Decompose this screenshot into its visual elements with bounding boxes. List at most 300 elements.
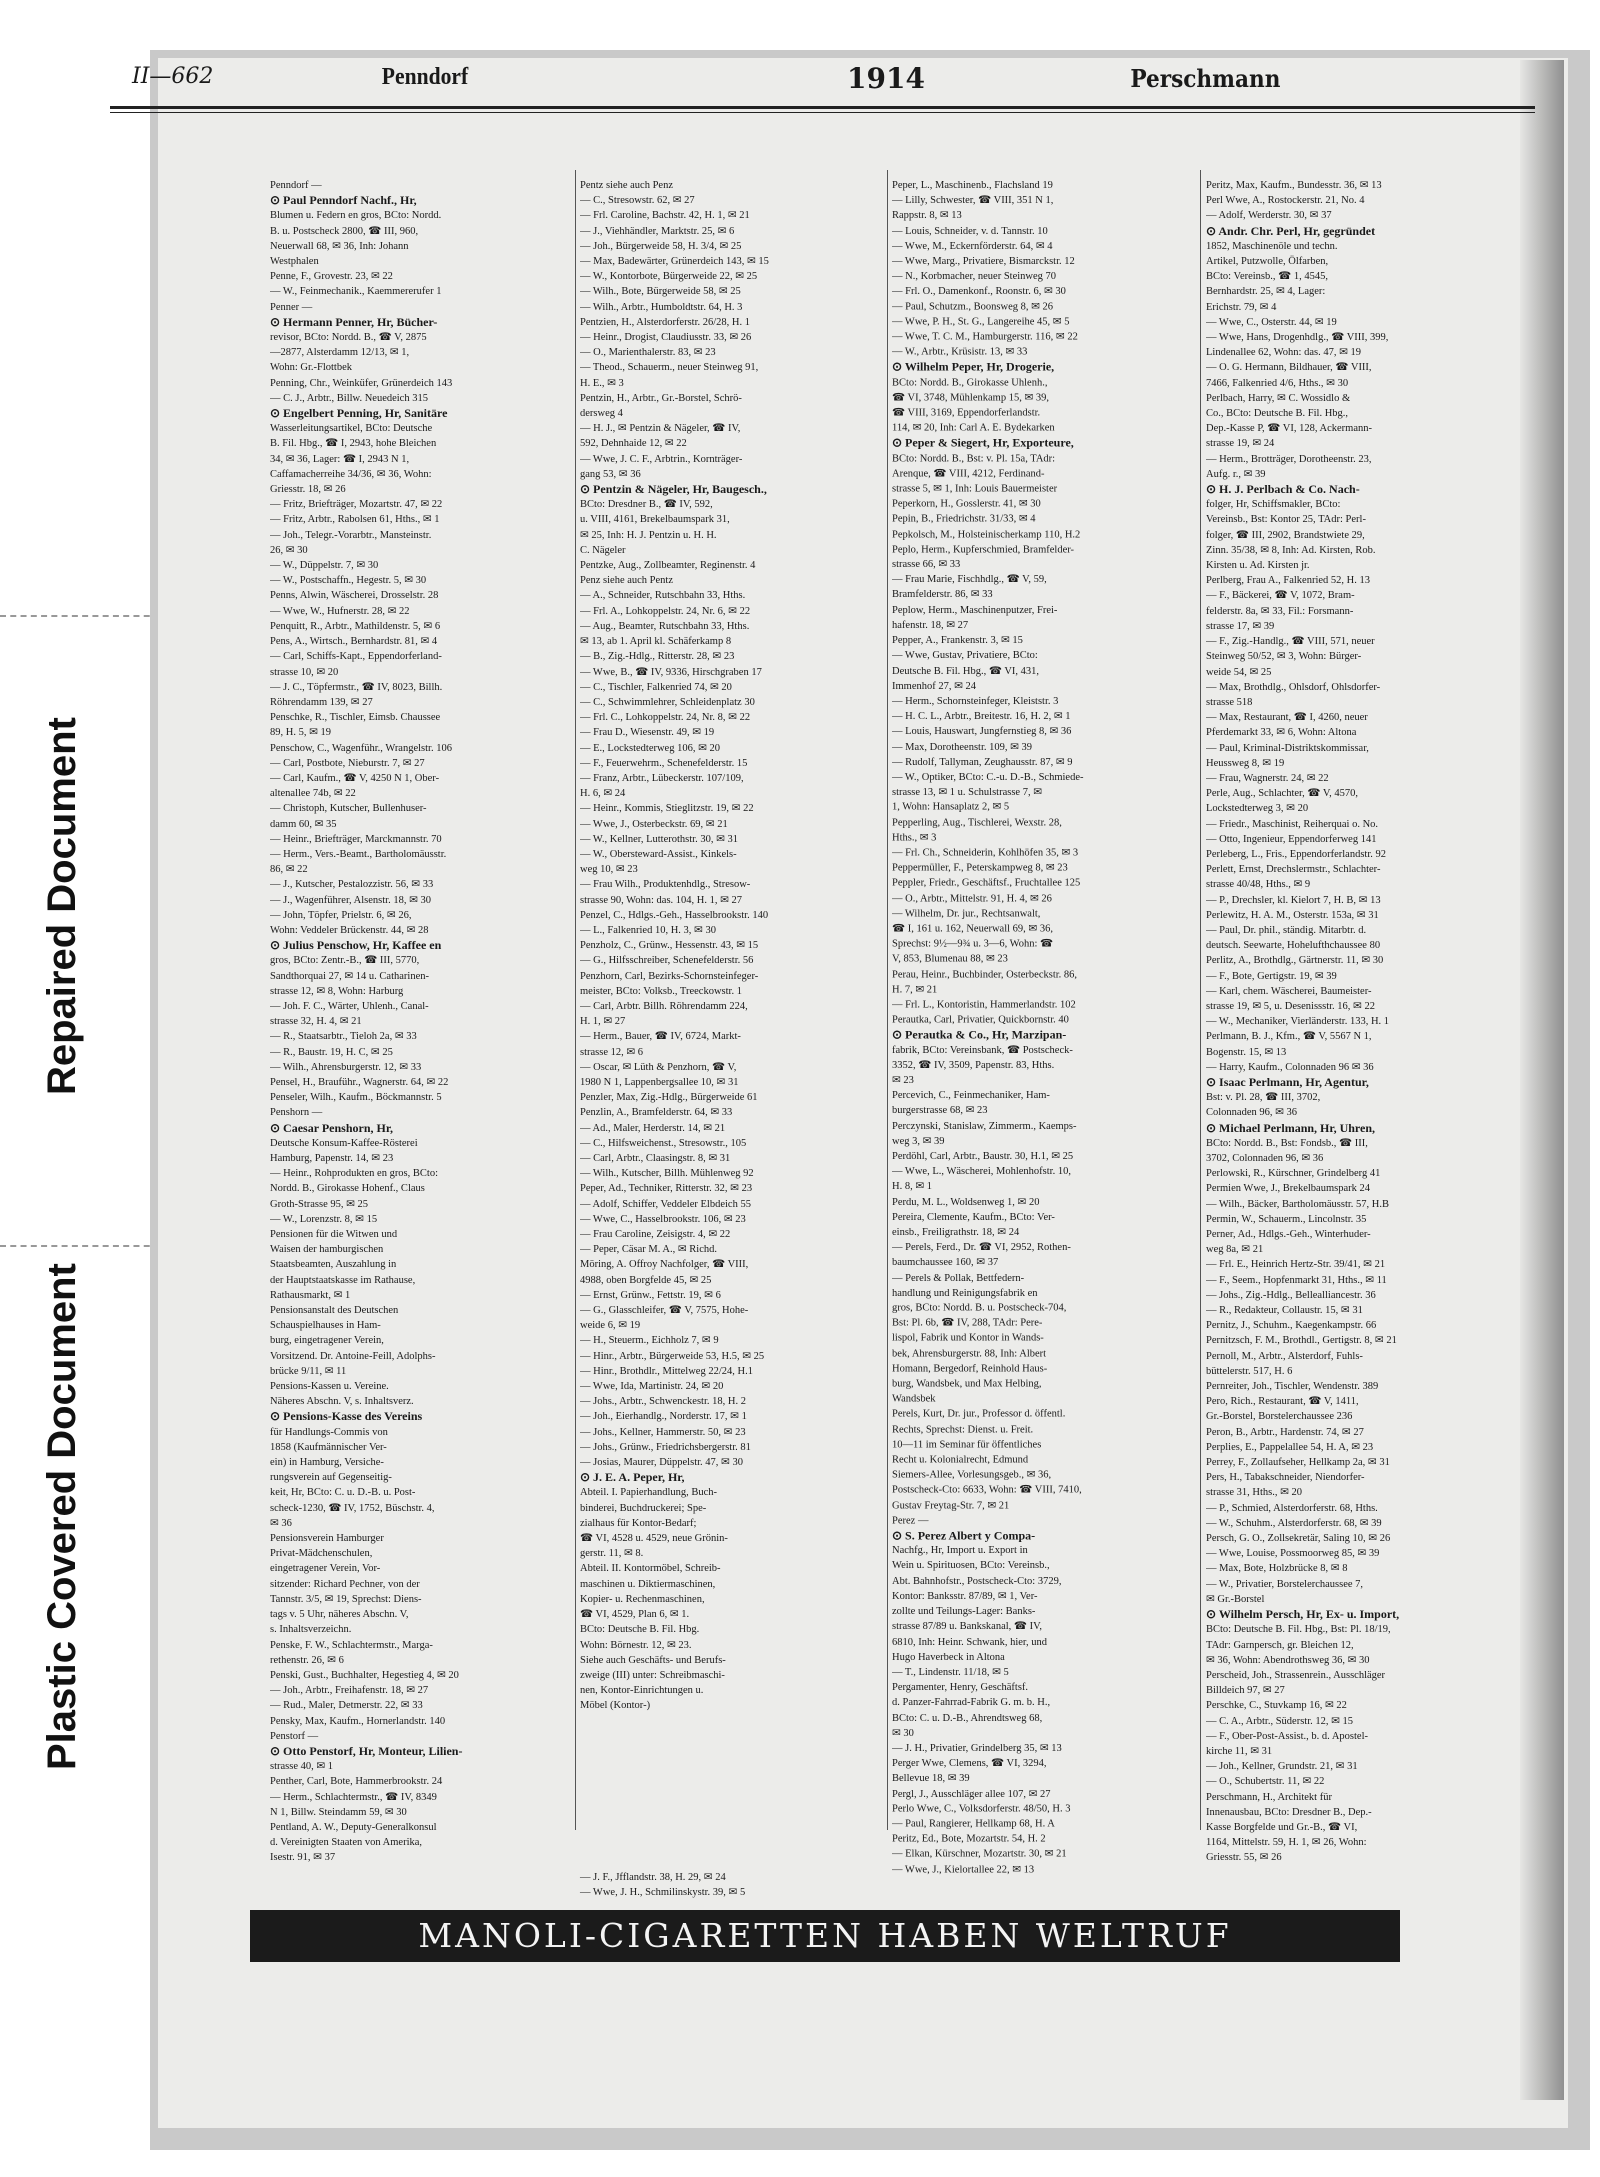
directory-entry: — Max, Brothdlg., Ohlsdorf, Ohlsdorfer-	[1206, 681, 1381, 693]
directory-entry: ⊙ Caesar Penshorn, Hr,	[270, 1120, 394, 1135]
directory-entry: — F., Bäckerei, ☎ V, 1072, Bram-	[1206, 590, 1355, 602]
directory-entry: bek, Ahrensburgerstr. 88, Inh: Albert	[892, 1348, 1047, 1360]
header-year: 1914	[847, 62, 925, 95]
directory-entry: Groth-Strasse 95, ✉ 25	[270, 1198, 369, 1210]
directory-entry: — Wwe, Ida, Martinistr. 24, ✉ 20	[580, 1381, 724, 1393]
directory-entry: Penndorf —	[270, 180, 322, 191]
directory-entry: Steinweg 50/52, ✉ 3, Wohn: Bürger-	[1206, 651, 1362, 663]
directory-entry: ⊙ Michael Perlmann, Hr, Uhren,	[1206, 1120, 1376, 1135]
directory-entry: — Wilh., Ahrensburgerstr. 12, ✉ 33	[270, 1061, 422, 1073]
directory-entry: — Hinr., Arbtr., Bürgerweide 53, H.5, ✉ 25	[580, 1350, 765, 1362]
directory-entry: Pergl, J., Ausschläger allee 107, ✉ 27	[892, 1788, 1051, 1800]
directory-entry: — Frl. L., Kontoristin, Hammerlandstr. 102	[892, 999, 1076, 1011]
directory-entry: burg, eingetragener Verein,	[270, 1335, 384, 1347]
directory-entry: Peritz, Ed., Bote, Mozartstr. 54, H. 2	[892, 1833, 1046, 1845]
directory-entry: — Wwe, Marg., Privatiere, Bismarckstr. 12	[892, 255, 1075, 267]
directory-entry: — J., Kutscher, Pestalozzistr. 56, ✉ 33	[270, 879, 434, 891]
directory-entry: — W., Arbtr., Krüsistr. 13, ✉ 33	[892, 346, 1028, 358]
directory-entry: — Lilly, Schwester, ☎ VIII, 351 N 1,	[892, 195, 1054, 207]
directory-entry: zollte und Teilungs-Lager: Banks-	[892, 1606, 1036, 1618]
directory-entry: — Herm., Schornsteinfeger, Kleiststr. 3	[892, 695, 1059, 707]
directory-entry: — J. C., Töpfermstr., ☎ IV, 8023, Billh.	[270, 681, 443, 693]
directory-entry: Penschke, R., Tischler, Eimsb. Chaussee	[270, 712, 441, 724]
directory-entry: — Wilh., Kutscher, Billh. Mühlenweg 92	[580, 1168, 754, 1180]
directory-entry: — F., Ober-Post-Assist., b. d. Apostel-	[1206, 1730, 1368, 1742]
directory-entry: — W., Kontorbote, Bürgerweide 22, ✉ 25	[580, 271, 758, 283]
directory-entry: weg 10, ✉ 23	[580, 864, 638, 876]
directory-entry: — C. J., Arbtr., Billw. Neuedeich 315	[270, 392, 428, 404]
directory-entry: — Peper, Cäsar M. A., ✉ Richd.	[580, 1244, 717, 1256]
directory-entry: — Wwe, T. C. M., Hamburgerstr. 116, ✉ 22	[892, 331, 1078, 343]
directory-column-1	[270, 178, 570, 1866]
directory-entry: — Oscar, ✉ Lüth & Penzhorn, ☎ V,	[580, 1061, 737, 1073]
directory-entry: Wohn: Veddeler Brückenstr. 44, ✉ 28	[270, 924, 429, 936]
directory-entry: Näheres Abschn. V, s. Inhaltsverz.	[270, 1396, 414, 1408]
directory-entry: — Heinr., Briefträger, Marckmannstr. 70	[270, 833, 442, 845]
directory-entry: Penshorn —	[270, 1107, 323, 1119]
column-divider	[887, 170, 888, 1830]
directory-entry: — P., Drechsler, kl. Kielort 7, H. B, ✉ 13	[1206, 894, 1381, 906]
directory-entry: zweige (III) unter: Schreibmaschi-	[580, 1669, 725, 1681]
directory-entry: dersweg 4	[580, 408, 623, 420]
directory-entry: — Fritz, Arbtr., Rabolsen 61, Hths., ✉ 1	[270, 514, 440, 526]
directory-entry: meister, BCto: Volksb., Treeckowstr. 1	[580, 985, 742, 997]
directory-entry: Pepperling, Aug., Tischlerei, Wexstr. 28,	[892, 817, 1062, 829]
directory-entry: — R., Redakteur, Collaustr. 15, ✉ 31	[1206, 1305, 1363, 1317]
directory-entry: — J. F., Jfflandstr. 38, H. 29, ✉ 24	[580, 1872, 726, 1883]
directory-entry: Pensions-Kassen u. Vereine.	[270, 1381, 389, 1393]
directory-entry: — Louis, Hauswart, Jungfernstieg 8, ✉ 36	[892, 726, 1072, 738]
directory-entry: strasse 19, ✉ 5, u. Desenissstr. 16, ✉ 22	[1206, 1000, 1375, 1012]
directory-entry: Wandsbek	[892, 1393, 936, 1405]
directory-entry: Postscheck-Cto: 6633, Wohn: ☎ VIII, 7410,	[892, 1484, 1082, 1496]
directory-entry: ✉ Gr.-Borstel	[1206, 1593, 1265, 1605]
directory-entry: Rathausmarkt, ✉ 1	[270, 1289, 351, 1301]
directory-entry: Perrey, F., Zollaufseher, Hellkamp 2a, ✉ 31	[1206, 1457, 1390, 1469]
directory-entry: — Johs., Zig.-Hdlg., Bellealliancestr. 36	[1206, 1289, 1376, 1301]
directory-entry: — Max, Dorotheenstr. 109, ✉ 39	[892, 741, 1033, 753]
directory-entry: ein) in Hamburg, Versiche-	[270, 1457, 384, 1469]
directory-entry: — Wwe, J., Kielortallee 22, ✉ 13	[892, 1864, 1035, 1876]
directory-entry: — Heinr., Kommis, Stieglitzstr. 19, ✉ 22	[580, 803, 754, 815]
directory-entry: Kontor: Banksstr. 87/89, ✉ 1, Ver-	[892, 1591, 1038, 1603]
directory-entry: ⊙ H. J. Perlbach & Co. Nach-	[1206, 482, 1360, 497]
directory-entry: — Wwe, P. H., St. G., Langereihe 45, ✉ 5	[892, 316, 1070, 328]
directory-entry: 7466, Falkenried 4/6, Hths., ✉ 30	[1206, 377, 1349, 389]
directory-entry: — Wwe, L., Wäscherei, Mohlenhofstr. 10,	[892, 1166, 1071, 1178]
directory-entry: — O., Marienthalerstr. 83, ✉ 23	[580, 347, 716, 359]
directory-column-3	[892, 178, 1192, 1877]
directory-entry: handlung und Reinigungsfabrik en	[892, 1287, 1038, 1299]
directory-entry: Nachfg., Hr, Import u. Export in	[892, 1545, 1028, 1557]
directory-entry: Pernitz, J., Schuhm., Kaegenkampstr. 66	[1206, 1320, 1377, 1332]
directory-entry: Homann, Bergedorf, Reinhold Haus-	[892, 1363, 1048, 1375]
directory-entry: strasse 12, ✉ 6	[580, 1046, 644, 1058]
directory-entry: Kirsten u. Ad. Kirsten jr.	[1206, 560, 1310, 572]
directory-entry: der Hauptstaatskasse im Rathause,	[270, 1274, 416, 1286]
directory-entry: — Joh. F. C., Wärter, Uhlenh., Canal-	[270, 1000, 429, 1012]
directory-entry: — John, Töpfer, Prielstr. 6, ✉ 26,	[270, 909, 412, 921]
directory-entry: Perlmann, B. J., Kfm., ☎ V, 5567 N 1,	[1206, 1031, 1372, 1043]
directory-entry: einsb., Freiligrathstr. 18, ✉ 24	[892, 1226, 1020, 1238]
directory-entry: für Handlungs-Commis von	[270, 1426, 388, 1438]
directory-entry: — Joh., Arbtr., Freihafenstr. 18, ✉ 27	[270, 1685, 429, 1697]
directory-entry: Pergamenter, Henry, Geschäftsf.	[892, 1682, 1029, 1694]
directory-entry: folger, ☎ III, 2902, Brandstwiete 29,	[1206, 529, 1365, 541]
directory-entry: — W., Postschaffn., Hegestr. 5, ✉ 30	[270, 575, 427, 587]
directory-entry: Bst: v. Pl. 28, ☎ III, 3702,	[1206, 1092, 1321, 1104]
directory-entry: altenallee 74b, ✉ 22	[270, 788, 356, 800]
directory-entry: Pepper, A., Frankenstr. 3, ✉ 15	[892, 635, 1023, 647]
directory-entry: H. 7, ✉ 21	[892, 984, 938, 996]
directory-entry: Pensionsverein Hamburger	[270, 1533, 384, 1545]
directory-entry: — Wilh., Arbtr., Humboldtstr. 64, H. 3	[580, 301, 743, 313]
directory-entry: — Carl, Arbtr. Billh. Röhrendamm 224,	[580, 1000, 748, 1012]
directory-entry: Sprechst: 9½—9¾ u. 3—6, Wohn: ☎	[892, 938, 1054, 950]
directory-entry: — O. G. Hermann, Bildhauer, ☎ VIII,	[1206, 362, 1372, 374]
directory-entry: — Frau, Wagnerstr. 24, ✉ 22	[1206, 772, 1329, 784]
directory-entry: — N., Korbmacher, neuer Steinweg 70	[892, 271, 1057, 283]
directory-entry: Perdöhl, Carl, Arbtr., Baustr. 30, H.1, ✉ 25	[892, 1151, 1074, 1163]
directory-entry: — Wwe, Hans, Drogenhdlg., ☎ VIII, 399,	[1206, 332, 1389, 344]
directory-entry: Perle, Aug., Schlachter, ☎ V, 4570,	[1206, 788, 1358, 800]
directory-entry: ✉ 25, Inh: H. J. Pentzin u. H. H.	[580, 529, 717, 541]
directory-entry: — C. A., Arbtr., Süderstr. 12, ✉ 15	[1206, 1715, 1354, 1727]
directory-entry: — F., Seem., Hopfenmarkt 31, Hths., ✉ 11	[1206, 1274, 1387, 1286]
directory-entry: scheck-1230, ☎ IV, 1752, Büschstr. 4,	[270, 1502, 435, 1514]
directory-entry: — C., Stresowstr. 62, ✉ 27	[580, 195, 695, 207]
directory-entry: Penzel, C., Hdlgs.-Geh., Hasselbrookstr. 140	[580, 909, 769, 921]
directory-entry: — F., Zig.-Handlg., ☎ VIII, 571, neuer	[1206, 636, 1375, 648]
directory-entry: Bernhardstr. 25, ✉ 4, Lager:	[1206, 286, 1326, 298]
directory-entry: ⊙ Wilhelm Peper, Hr, Drogerie,	[892, 360, 1055, 375]
directory-entry: Perl Wwe, A., Rostockerstr. 21, No. 4	[1206, 195, 1365, 207]
directory-entry: — Wwe, Gustav, Privatiere, BCto:	[892, 650, 1038, 662]
directory-entry: Persch, G. O., Zollsekretär, Saling 10, ✉ 26	[1206, 1533, 1391, 1545]
directory-entry: Röhrendamm 139, ✉ 27	[270, 696, 373, 708]
directory-entry: Hths., ✉ 3	[892, 832, 937, 844]
directory-entry: strasse 31, Hths., ✉ 20	[1206, 1487, 1303, 1499]
directory-entry: sitzender: Richard Pechner, von der	[270, 1578, 420, 1590]
directory-entry: strasse 90, Wohn: das. 104, H. 1, ✉ 27	[580, 894, 743, 906]
directory-entry: Penseler, Wilh., Kaufm., Böckmannstr. 5	[270, 1092, 442, 1104]
directory-entry: ⊙ Paul Penndorf Nachf., Hr,	[270, 193, 417, 208]
directory-entry: weg 8a, ✉ 21	[1206, 1244, 1264, 1256]
directory-entry: binderei, Buchdruckerei; Spe-	[580, 1502, 707, 1514]
directory-entry: ✉ 23	[892, 1075, 914, 1087]
directory-entry: tags v. 5 Uhr, näheres Abschn. V,	[270, 1609, 409, 1621]
directory-entry: Pentland, A. W., Deputy-Generalkonsul	[270, 1821, 437, 1833]
directory-entry: Pepkolsch, M., Holsteinischerkamp 110, H.2	[892, 528, 1081, 540]
directory-entry: ☎ VI, 3748, Mühlenkamp 15, ✉ 39,	[892, 392, 1050, 404]
directory-entry: — Harry, Kaufm., Colonnaden 96 ✉ 36	[1206, 1061, 1374, 1073]
directory-entry: — Joh., Telegr.-Vorarbtr., Mansteinstr.	[270, 529, 432, 541]
directory-entry: ⊙ Andr. Chr. Perl, Hr, gegründet	[1206, 223, 1376, 238]
directory-entry: 86, ✉ 22	[270, 864, 308, 876]
directory-entry: — Hinr., Brothdlr., Mittelweg 22/24, H.1	[580, 1365, 753, 1377]
directory-entry: — C., Schwimmlehrer, Schleidenplatz 30	[580, 696, 755, 708]
directory-entry: Kasse Borgfelde und Gr.-B., ☎ VI,	[1206, 1821, 1358, 1833]
directory-entry: — H., Steuerm., Eichholz 7, ✉ 9	[580, 1335, 719, 1347]
directory-entry: — Josias, Maurer, Düppelstr. 47, ✉ 30	[580, 1457, 743, 1469]
side-labels	[0, 0, 160, 2177]
directory-entry: — Herm., Vers.-Beamt., Bartholomäusstr.	[270, 848, 447, 860]
directory-entry: burgerstrasse 68, ✉ 23	[892, 1105, 988, 1117]
directory-entry: rungsverein auf Gegenseitig-	[270, 1472, 392, 1484]
directory-entry: hafenstr. 18, ✉ 27	[892, 620, 969, 631]
directory-entry: — O., Schubertstr. 11, ✉ 22	[1206, 1776, 1325, 1788]
directory-entry: Kopier- u. Rechenmaschinen,	[580, 1593, 705, 1605]
cut-line	[0, 1245, 160, 1247]
directory-entry: Perlowski, R., Kürschner, Grindelberg 41	[1206, 1168, 1381, 1180]
page-header	[122, 60, 1522, 104]
directory-entry: ⊙ Peper & Siegert, Hr, Exporteure,	[892, 435, 1074, 450]
directory-entry: ☎ VI, 4529, Plan 6, ✉ 1.	[580, 1609, 690, 1621]
directory-entry: BCto: Deutsche B. Fil. Hbg.	[580, 1624, 700, 1636]
directory-entry: — C., Tischler, Falkenried 74, ✉ 20	[580, 681, 732, 693]
directory-entry: damm 60, ✉ 35	[270, 818, 337, 830]
directory-entry: Perautka, Carl, Privatier, Quickbornstr. 40	[892, 1014, 1069, 1026]
directory-entry: — Johs., Kellner, Hammerstr. 50, ✉ 23	[580, 1426, 746, 1438]
directory-entry: — Paul, Dr. phil., ständig. Mitarbtr. d.	[1206, 924, 1367, 936]
directory-entry: strasse 17, ✉ 39	[1206, 620, 1275, 632]
directory-entry: — F., Bote, Gertigstr. 19, ✉ 39	[1206, 970, 1337, 982]
directory-entry: Recht u. Kolonialrecht, Edmund	[892, 1454, 1029, 1466]
directory-entry: felderstr. 8a, ✉ 33, Fil.: Forsmann-	[1206, 605, 1354, 617]
directory-entry: TAdr: Garnpersch, gr. Bleichen 12,	[1206, 1639, 1354, 1651]
directory-entry: Penske, F. W., Schlachtermstr., Marga-	[270, 1639, 433, 1651]
directory-entry: weide 54, ✉ 25	[1206, 666, 1272, 678]
directory-entry: — W., Mechaniker, Vierländerstr. 133, H. 1	[1206, 1016, 1390, 1028]
directory-entry: — Paul, Rangierer, Hellkamp 68, H. A	[892, 1818, 1055, 1830]
directory-entry: — Otto, Ingenieur, Eppendorferweg 141	[1206, 833, 1377, 845]
directory-entry: Neuerwall 68, ✉ 36, Inh: Johann	[270, 240, 409, 252]
directory-entry: Staatsbeamten, Auszahlung in	[270, 1259, 397, 1271]
directory-entry: Pens, A., Wirtsch., Bernhardstr. 81, ✉ 4	[270, 636, 438, 648]
directory-entry: Peppermüller, F., Peterskampweg 8, ✉ 23	[892, 862, 1068, 874]
directory-entry: brücke 9/11, ✉ 11	[270, 1365, 347, 1377]
directory-entry: — Frau Marie, Fischhdlg., ☎ V, 59,	[892, 574, 1047, 586]
directory-entry: strasse 12, ✉ 8, Wohn: Harburg	[270, 985, 404, 997]
directory-entry: Perner, Ad., Hdlgs.-Geh., Winterhuder-	[1206, 1229, 1371, 1241]
directory-entry: Pentzin, H., Arbtr., Gr.-Borstel, Schrö-	[580, 392, 742, 404]
directory-entry: ☎ I, 161 u. 162, Neuerwall 69, ✉ 36,	[892, 923, 1053, 935]
directory-entry: 3702, Colonnaden 96, ✉ 36	[1206, 1153, 1324, 1164]
directory-entry: Siemers-Allee, Vorlesungsgeb., ✉ 36,	[892, 1469, 1052, 1481]
directory-entry: Pentzke, Aug., Zollbeamter, Reginenstr. 4	[580, 560, 756, 572]
directory-entry: BCto: C. u. D.-B., Ahrendtsweg 68,	[892, 1712, 1043, 1724]
directory-entry: revisor, BCto: Nordd. B., ☎ V, 2875	[270, 332, 427, 344]
directory-entry: — Herm., Bauer, ☎ IV, 6724, Markt-	[580, 1031, 741, 1043]
directory-entry: Bst: Pl. 6b, ☎ IV, 288, TAdr: Pere-	[892, 1317, 1043, 1329]
directory-entry: Perlo Wwe, C., Volksdorferstr. 48/50, H. 3	[892, 1803, 1071, 1815]
directory-entry: Hamburg, Papenstr. 14, ✉ 23	[270, 1153, 394, 1164]
directory-entry: Erichstr. 79, ✉ 4	[1206, 301, 1277, 313]
directory-entry: — Perels, Ferd., Dr. ☎ VI, 2952, Rothen-	[892, 1242, 1071, 1254]
directory-entry: Bogenstr. 15, ✉ 13	[1206, 1046, 1287, 1058]
directory-entry: — Wwe, J., Osterbeckstr. 69, ✉ 21	[580, 818, 728, 830]
directory-entry: Hugo Haverbeck in Altona	[892, 1651, 1005, 1663]
directory-entry: 592, Dehnhaide 12, ✉ 22	[580, 438, 687, 450]
directory-entry: Immenhof 27, ✉ 24	[892, 680, 977, 692]
directory-entry: — Wwe, B., ☎ IV, 9336, Hirschgraben 17	[580, 666, 762, 678]
directory-entry: — Frl. O., Damenkonf., Roonstr. 6, ✉ 30	[892, 286, 1066, 298]
column-divider	[575, 170, 576, 1830]
directory-entry: Pepin, B., Friedrichstr. 31/33, ✉ 4	[892, 513, 1036, 525]
directory-entry: — W., Schuhm., Alsterdorferstr. 68, ✉ 39	[1206, 1517, 1382, 1529]
directory-entry: strasse 87/89 u. Bankskanal, ☎ IV,	[892, 1621, 1042, 1633]
directory-entry: — Aug., Beamter, Rutschbahn 33, Hths.	[580, 620, 750, 632]
directory-entry: Deutsche B. Fil. Hbg., ☎ VI, 431,	[892, 665, 1040, 677]
directory-entry: 89, H. 5, ✉ 19	[270, 727, 332, 739]
directory-entry: Arenque, ☎ VIII, 4212, Ferdinand-	[892, 468, 1045, 480]
directory-entry: — Joh., Kellner, Grundstr. 21, ✉ 31	[1206, 1761, 1358, 1773]
directory-entry: — Wwe, Louise, Possmoorweg 85, ✉ 39	[1206, 1548, 1380, 1560]
directory-entry: Isestr. 91, ✉ 37	[270, 1852, 336, 1864]
directory-entry: — Ad., Maler, Herderstr. 14, ✉ 21	[580, 1122, 726, 1134]
directory-entry: gros, BCto: Nordd. B. u. Postscheck-704,	[892, 1302, 1067, 1314]
directory-entry: Penne, F., Grovestr. 23, ✉ 22	[270, 271, 393, 283]
directory-entry: Perez —	[892, 1515, 929, 1527]
directory-entry: — F., Feuerwehrm., Schenefelderstr. 15	[580, 757, 748, 769]
directory-entry: Penstorf —	[270, 1730, 319, 1742]
directory-entry: Blumen u. Federn en gros, BCto: Nordd.	[270, 210, 442, 222]
directory-entry: Permien Wwe, J., Brekelbaumspark 24	[1206, 1183, 1370, 1195]
directory-entry: — B., Zig.-Hdlg., Ritterstr. 28, ✉ 23	[580, 651, 735, 663]
directory-entry: strasse 19, ✉ 24	[1206, 438, 1275, 450]
directory-entry: N 1, Billw. Steindamm 59, ✉ 30	[270, 1806, 407, 1818]
directory-entry: d. Panzer-Fahrrad-Fabrik G. m. b. H.,	[892, 1697, 1051, 1709]
directory-entry: Penzlin, A., Bramfelderstr. 64, ✉ 33	[580, 1107, 733, 1119]
directory-entry: ⊙ Otto Penstorf, Hr, Monteur, Lilien-	[270, 1743, 463, 1758]
directory-entry: — Joh., Bürgerweide 58, H. 3/4, ✉ 25	[580, 240, 742, 252]
directory-entry: — Heinr., Rohprodukten en gros, BCto:	[270, 1168, 438, 1180]
directory-entry: Peppler, Friedr., Geschäftsf., Fruchtallee 125	[892, 877, 1081, 889]
directory-entry: — Herm., Brotträger, Dorotheenstr. 23,	[1206, 453, 1372, 465]
directory-entry: Penschow, C., Wagenführ., Wrangelstr. 106	[270, 742, 452, 754]
directory-entry: — Louis, Schneider, v. d. Tannstr. 10	[892, 225, 1048, 237]
directory-entry: 114, ✉ 20, Inh: Carl A. E. Bydekarken	[892, 422, 1055, 434]
directory-entry: — Rudolf, Tallyman, Zeughausstr. 87, ✉ 9	[892, 756, 1073, 768]
directory-entry: Siehe auch Geschäfts- und Berufs-	[580, 1654, 726, 1666]
directory-entry: — W., Obersteward-Assist., Kinkels-	[580, 848, 737, 860]
directory-entry: Penquitt, R., Arbtr., Mathildenstr. 5, ✉ 6	[270, 620, 441, 632]
directory-entry: Bellevue 18, ✉ 39	[892, 1773, 970, 1785]
directory-entry: —2877, Alsterdamm 12/13, ✉ 1,	[270, 347, 410, 359]
directory-entry: Bramfelderstr. 86, ✉ 33	[892, 589, 993, 601]
directory-entry: — Wwe, C., Hasselbrookstr. 106, ✉ 23	[580, 1213, 746, 1225]
advertisement-banner: MANOLI-CIGARETTEN HABEN WELTRUF	[250, 1910, 1400, 1962]
directory-entry: ⊙ Julius Penschow, Hr, Kaffee en	[270, 938, 442, 953]
directory-entry: Möbel (Kontor-)	[580, 1700, 651, 1712]
directory-entry: — W., Feinmechanik., Kaemmererufer 1	[270, 286, 442, 298]
directory-entry: — Adolf, Schiffer, Veddeler Elbdeich 55	[580, 1198, 751, 1210]
directory-entry: eingetragener Verein, Vor-	[270, 1563, 381, 1575]
directory-entry: ⊙ Perautka & Co., Hr, Marzipan-	[892, 1027, 1067, 1042]
directory-entry: Pentzien, H., Alsterdorferstr. 26/28, H. 1	[580, 316, 751, 328]
directory-entry: Pernoll, M., Arbtr., Alsterdorf, Fuhls-	[1206, 1350, 1363, 1362]
directory-entry: Abteil. I. Papierhandlung, Buch-	[580, 1487, 718, 1499]
directory-entry: strasse 5, ✉ 1, Inh: Louis Bauermeister	[892, 483, 1058, 495]
directory-entry: ✉ 30	[892, 1727, 914, 1739]
directory-entry: — Wilh., Bäcker, Bartholomäusstr. 57, H.B	[1206, 1198, 1389, 1210]
directory-entry: baumchaussee 160, ✉ 37	[892, 1257, 999, 1269]
directory-entry: — Elkan, Kürschner, Mozartstr. 30, ✉ 21	[892, 1848, 1067, 1860]
page-number: II—662	[132, 64, 214, 89]
directory-entry: Peplow, Herm., Maschinenputzer, Frei-	[892, 604, 1058, 616]
cut-line	[0, 615, 160, 617]
directory-entry: zialhaus für Kontor-Bedarf;	[580, 1517, 697, 1529]
directory-entry: Penns, Alwin, Wäscherei, Drosselstr. 28	[270, 590, 439, 602]
directory-entry: Gr.-Borstel, Borstelerchaussee 236	[1206, 1411, 1353, 1423]
directory-entry: 1980 N 1, Lappenbergsallee 10, ✉ 31	[580, 1076, 739, 1088]
directory-entry: — W., Optiker, BCto: C.-u. D.-B., Schmiede-	[892, 771, 1084, 783]
directory-entry: — Frl. C., Lohkoppelstr. 24, Nr. 8, ✉ 22	[580, 712, 751, 724]
directory-entry: H. E., ✉ 3	[580, 377, 624, 389]
directory-entry: Gustav Freytag-Str. 7, ✉ 21	[892, 1500, 1010, 1512]
directory-entry: ✉ 13, ab 1. April kl. Schäferkamp 8	[580, 636, 732, 648]
directory-entry: — Herm., Schlachtermstr., ☎ IV, 8349	[270, 1791, 437, 1803]
directory-entry: Perau, Heinr., Buchbinder, Osterbeckstr. 86,	[892, 968, 1078, 980]
directory-entry: Pentz siehe auch Penz	[580, 180, 674, 191]
directory-entry: BCto: Dresdner B., ☎ IV, 592,	[580, 499, 713, 511]
directory-entry: ✉ 36	[270, 1517, 292, 1529]
directory-entry: ☎ VIII, 3169, Eppendorferlandstr.	[892, 407, 1041, 419]
directory-entry: Colonnaden 96, ✉ 36	[1206, 1107, 1298, 1119]
directory-entry: — Frau Wilh., Produktenhdlg., Stresow-	[580, 879, 751, 891]
directory-entry: Perdu, M. L., Woldsenweg 1, ✉ 20	[892, 1196, 1040, 1208]
directory-entry: 6810, Inh: Heinr. Schwank, hier, und	[892, 1636, 1048, 1648]
directory-entry: — C., Hilfsweichenst., Stresowstr., 105	[580, 1137, 747, 1149]
directory-entry: Perlewitz, H. A. M., Osterstr. 153a, ✉ 31	[1206, 909, 1379, 921]
directory-entry: Pereira, Clemente, Kaufm., BCto: Ver-	[892, 1211, 1055, 1223]
directory-entry: Perschke, C., Stuvkamp 16, ✉ 22	[1206, 1700, 1347, 1712]
directory-entry: fabrik, BCto: Vereinsbank, ☎ Postscheck-	[892, 1044, 1073, 1056]
directory-entry: — G., Glasschleifer, ☎ V, 7575, Hohe-	[580, 1305, 749, 1317]
directory-entry: ⊙ Pensions-Kasse des Vereins	[270, 1409, 423, 1424]
directory-entry: — W., Privatier, Borstelerchaussee 7,	[1206, 1578, 1364, 1590]
directory-entry: Artikel, Putzwolle, Ölfarben,	[1206, 256, 1329, 268]
directory-entry: — Max, Bote, Holzbrücke 8, ✉ 8	[1206, 1563, 1348, 1575]
directory-entry: Pero, Rich., Restaurant, ☎ V, 1411,	[1206, 1396, 1359, 1408]
directory-entry: — Joh., Eierhandlg., Norderstr. 17, ✉ 1	[580, 1411, 747, 1423]
directory-entry: Peritz, Max, Kaufm., Bundesstr. 36, ✉ 13	[1206, 180, 1382, 191]
directory-entry: Pernreiter, Joh., Tischler, Wendenstr. 389	[1206, 1381, 1379, 1393]
directory-entry: — Rud., Maler, Detmerstr. 22, ✉ 33	[270, 1700, 423, 1712]
directory-entry: Peron, B., Arbtr., Hardenstr. 74, ✉ 27	[1206, 1426, 1364, 1438]
directory-entry: nen, Kontor-Einrichtungen u.	[580, 1685, 704, 1697]
directory-entry: Peper, L., Maschinenb., Flachsland 19	[892, 179, 1053, 191]
directory-entry: — Paul, Schutzm., Boonsweg 8, ✉ 26	[892, 301, 1054, 313]
directory-entry: Rappstr. 8, ✉ 13	[892, 210, 962, 222]
directory-entry: Zinn. 35/38, ✉ 8, Inh: Ad. Kirsten, Rob.	[1206, 544, 1376, 556]
directory-entry: — Frau D., Wiesenstr. 49, ✉ 19	[580, 727, 715, 739]
directory-entry: 1, Wohn: Hansaplatz 2, ✉ 5	[892, 802, 1010, 814]
directory-entry: Perger Wwe, Clemens, ☎ VI, 3294,	[892, 1757, 1047, 1769]
directory-entry: büttelerstr. 517, H. 6	[1206, 1365, 1293, 1377]
directory-entry: — Paul, Kriminal-Distriktskommissar,	[1206, 742, 1369, 754]
directory-entry: — W., Düppelstr. 7, ✉ 30	[270, 560, 379, 572]
directory-entry: Deutsche Konsum-Kaffee-Rösterei	[270, 1137, 418, 1149]
directory-entry: weide 6, ✉ 19	[580, 1320, 641, 1332]
directory-entry: Pensky, Max, Kaufm., Hornerlandstr. 140	[270, 1715, 446, 1727]
directory-entry: Perplies, E., Pappelallee 54, H. A, ✉ 23	[1206, 1441, 1374, 1453]
directory-entry: Waisen der hamburgischen	[270, 1244, 384, 1256]
directory-entry: Vereinsb., Bst: Kontor 25, TAdr: Perl-	[1206, 514, 1366, 526]
directory-entry: BCto: Nordd. B., Bst: v. Pl. 15a, TAdr:	[892, 453, 1056, 465]
directory-entry: Perels, Kurt, Dr. jur., Professor d. öffentl.	[892, 1408, 1066, 1420]
directory-entry: Westphalen	[270, 256, 319, 268]
